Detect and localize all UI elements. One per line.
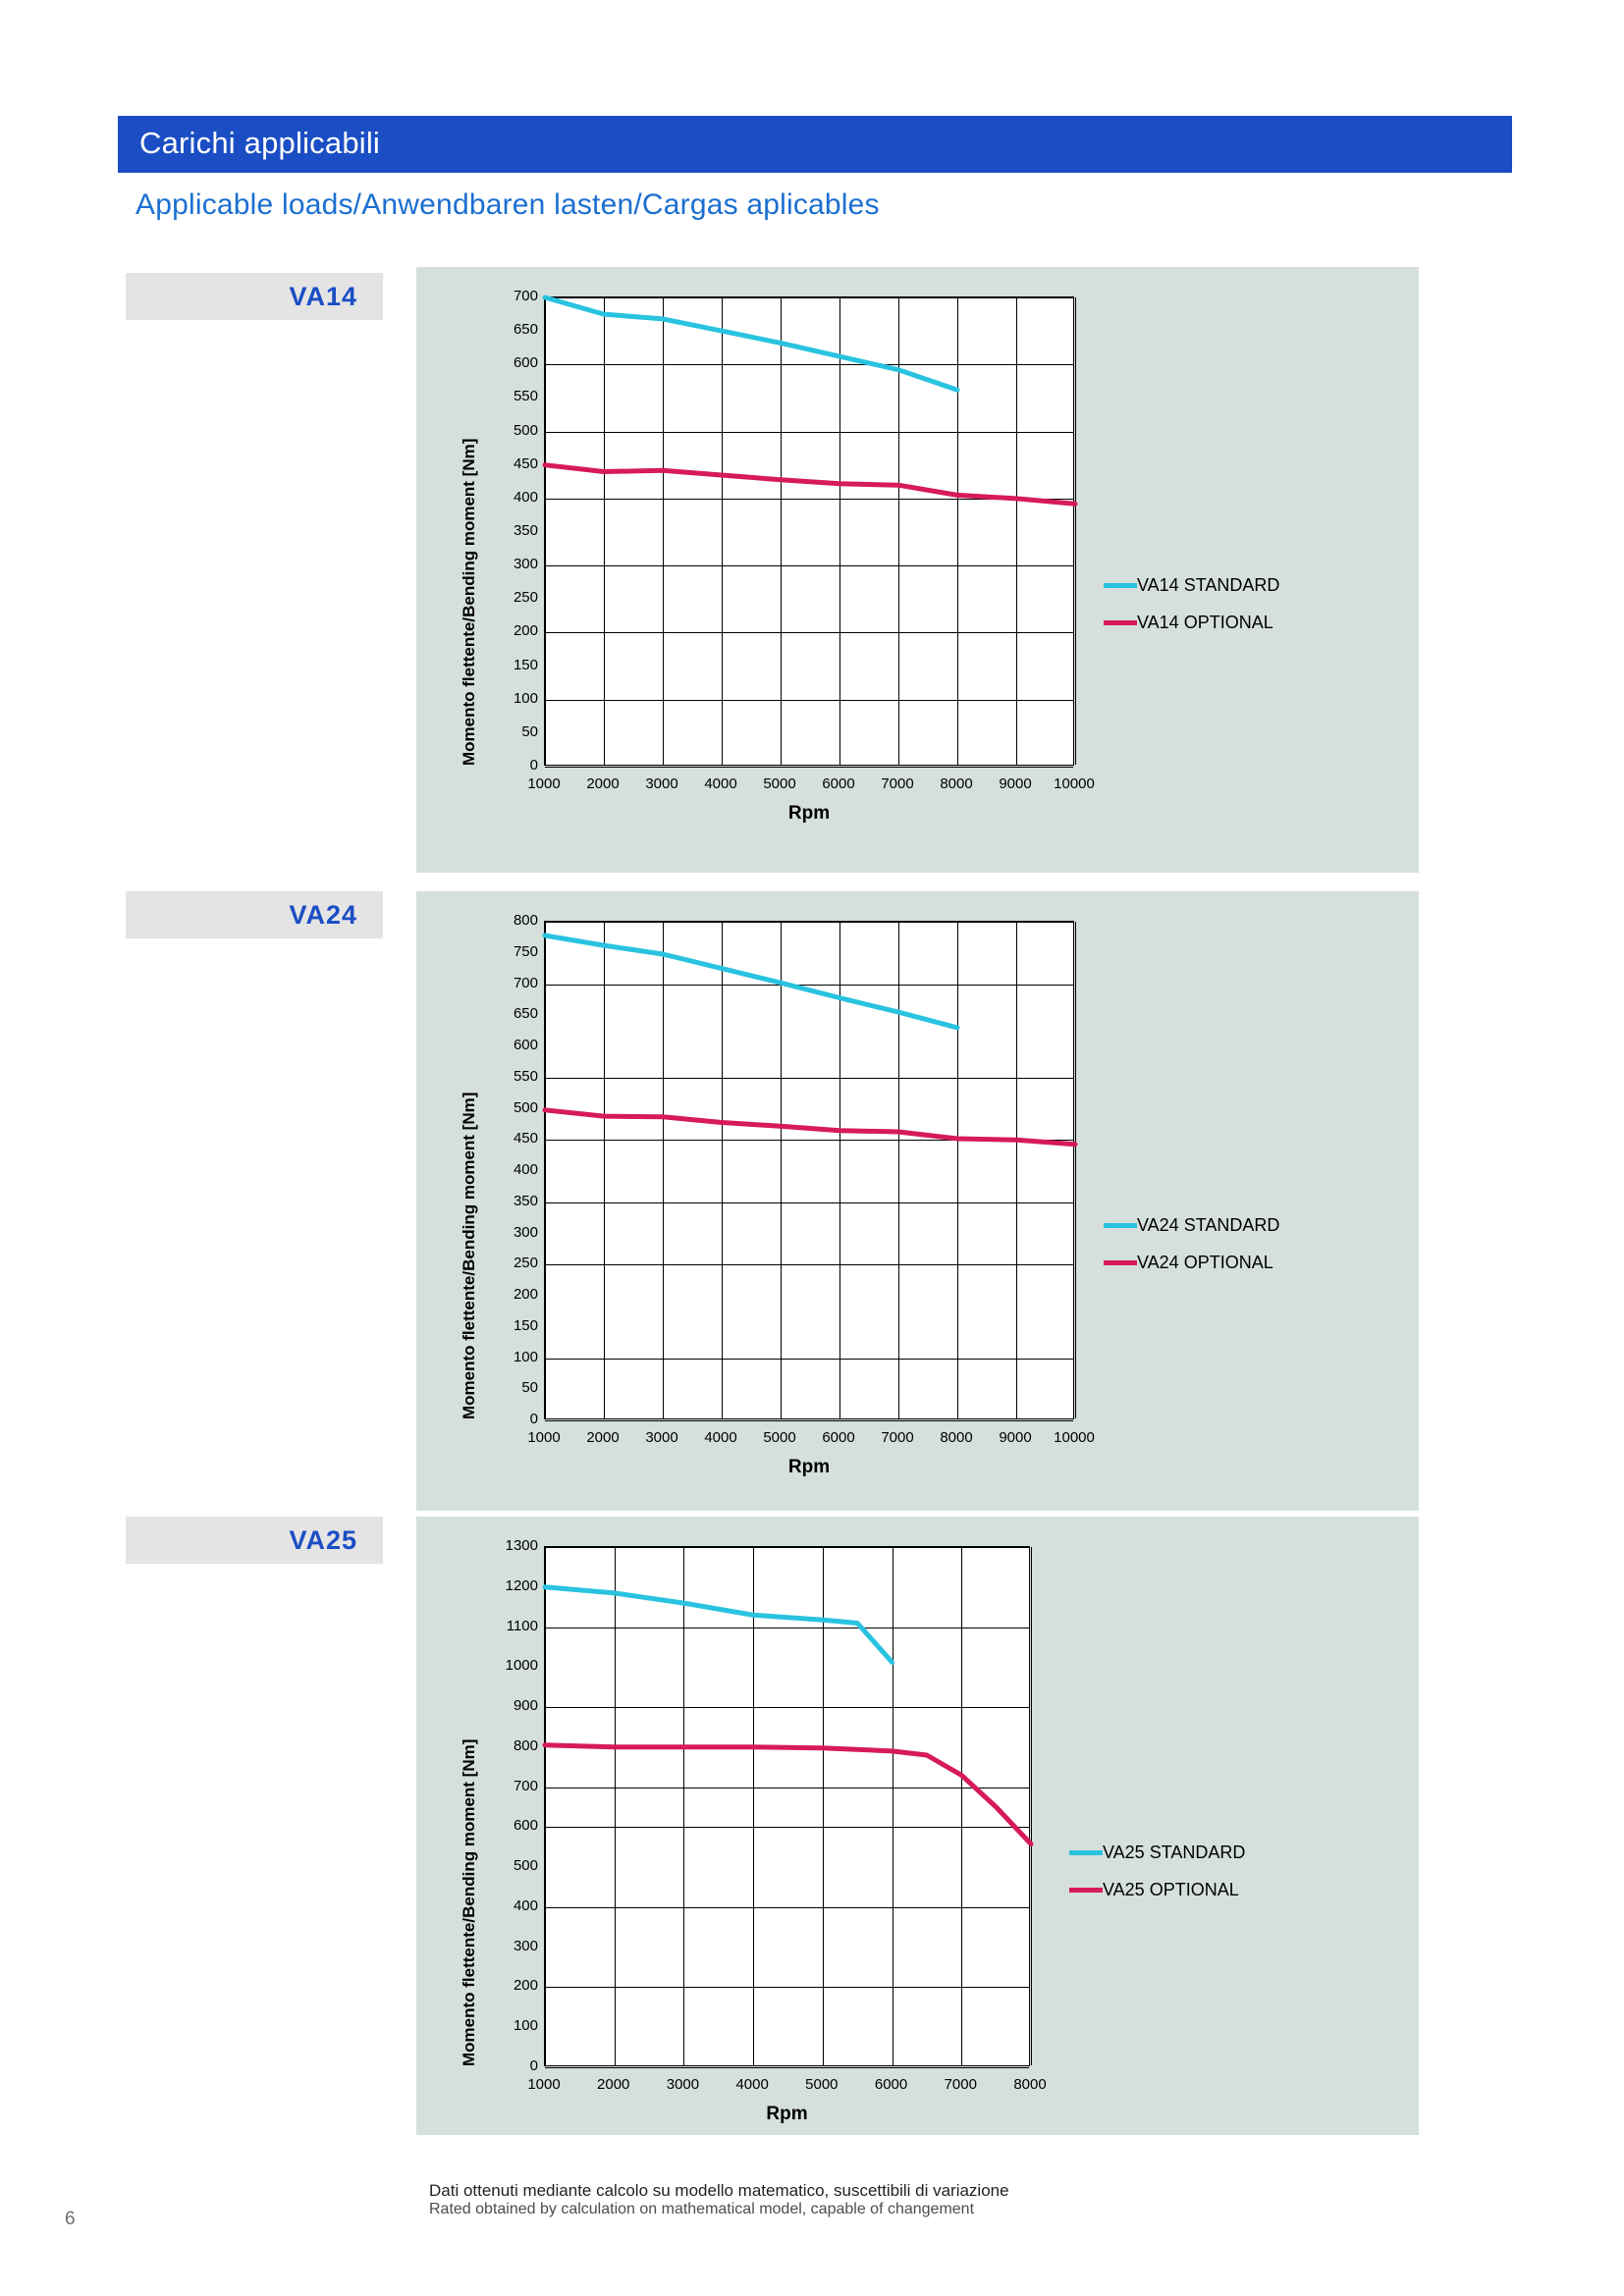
y-axis-tick-label: 600 xyxy=(513,1037,538,1053)
y-axis-tick-label: 800 xyxy=(513,912,538,929)
x-axis-tick-label: 8000 xyxy=(940,775,973,792)
legend-swatch xyxy=(1069,1850,1103,1855)
plot-area xyxy=(544,296,1074,766)
x-axis-tick-label: 5000 xyxy=(805,2076,839,2093)
y-axis-tick-label: 200 xyxy=(513,622,538,640)
data-series-line xyxy=(545,1110,1075,1145)
legend-swatch xyxy=(1104,620,1137,625)
gridline-vertical xyxy=(1075,922,1076,1418)
x-axis-tick-label: 9000 xyxy=(999,775,1032,792)
x-axis-tick-label: 2000 xyxy=(597,2076,630,2093)
y-axis-tick-label: 650 xyxy=(513,1005,538,1023)
y-axis-tick-label: 100 xyxy=(513,2017,538,2035)
y-axis-tick-label: 550 xyxy=(513,388,538,405)
x-axis-tick-label: 5000 xyxy=(763,775,796,792)
x-axis-tick-label: 10000 xyxy=(1054,775,1095,792)
plot-area xyxy=(544,1546,1030,2066)
x-axis-tick-label: 1000 xyxy=(527,1429,561,1446)
page-subtitle: Applicable loads/Anwendbaren lasten/Cargas aplicables xyxy=(135,188,880,221)
y-axis-tick-label: 1300 xyxy=(505,1537,538,1554)
y-axis-tick-label: 1100 xyxy=(506,1617,538,1634)
chart-panel-va25 xyxy=(416,1517,1419,2135)
x-axis-tick-label: 10000 xyxy=(1054,1429,1095,1446)
page-title: Carichi applicabili xyxy=(139,126,381,160)
x-axis-tick-label: 1000 xyxy=(527,775,561,792)
data-series-line xyxy=(545,465,1075,505)
x-axis-tick-label: 2000 xyxy=(586,775,620,792)
x-axis-tick-label: 9000 xyxy=(999,1429,1032,1446)
y-axis-tick-label: 0 xyxy=(529,757,538,774)
y-axis-title: Momento flettente/Bending moment [Nm] xyxy=(460,1092,478,1419)
y-axis-tick-label: 500 xyxy=(513,421,538,439)
model-tag-va24: VA24 xyxy=(126,891,383,938)
data-series-line xyxy=(545,1587,893,1663)
y-axis-tick-label: 50 xyxy=(521,1379,538,1397)
y-axis-tick-label: 600 xyxy=(513,354,538,372)
y-axis-tick-label: 650 xyxy=(513,321,538,339)
gridline-horizontal xyxy=(545,2067,1029,2068)
legend-label: VA24 OPTIONAL xyxy=(1137,1253,1273,1272)
y-axis-tick-label: 50 xyxy=(521,722,538,740)
gridline-vertical xyxy=(1031,1547,1032,2065)
y-axis-tick-label: 300 xyxy=(513,1937,538,1954)
y-axis-tick-label: 1000 xyxy=(505,1657,538,1675)
legend-swatch xyxy=(1104,1223,1137,1228)
y-axis-title: Momento flettente/Bending moment [Nm] xyxy=(460,438,478,766)
y-axis-tick-label: 900 xyxy=(513,1697,538,1715)
x-axis-tick-label: 4000 xyxy=(704,775,737,792)
legend-label: VA24 STANDARD xyxy=(1137,1215,1280,1235)
data-series-line xyxy=(545,1745,1031,1844)
legend-swatch xyxy=(1104,1260,1137,1265)
legend-swatch xyxy=(1104,583,1137,588)
x-axis-tick-label: 8000 xyxy=(940,1429,973,1446)
y-axis-tick-label: 550 xyxy=(513,1067,538,1085)
x-axis-tick-label: 3000 xyxy=(645,775,678,792)
x-axis-tick-label: 1000 xyxy=(527,2076,561,2093)
y-axis-tick-label: 700 xyxy=(513,1777,538,1794)
y-axis-tick-label: 400 xyxy=(513,1896,538,1914)
x-axis-title: Rpm xyxy=(766,2104,808,2124)
data-series-line xyxy=(545,297,957,390)
gridline-horizontal xyxy=(545,1420,1073,1421)
legend-label: VA25 STANDARD xyxy=(1103,1842,1246,1862)
model-tag-va14: VA14 xyxy=(126,273,383,320)
x-axis-tick-label: 8000 xyxy=(1013,2076,1047,2093)
legend-label: VA14 OPTIONAL xyxy=(1137,613,1273,632)
x-axis-tick-label: 5000 xyxy=(763,1429,796,1446)
x-axis-tick-label: 3000 xyxy=(666,2076,700,2093)
y-axis-tick-label: 600 xyxy=(513,1817,538,1835)
series-layer xyxy=(545,922,1075,1420)
y-axis-tick-label: 700 xyxy=(513,974,538,991)
y-axis-tick-label: 750 xyxy=(513,942,538,960)
y-axis-tick-label: 0 xyxy=(529,1411,538,1427)
y-axis-tick-label: 0 xyxy=(529,2057,538,2074)
y-axis-tick-label: 250 xyxy=(513,1255,538,1272)
x-axis-tick-label: 6000 xyxy=(822,775,855,792)
y-axis-tick-label: 100 xyxy=(513,1348,538,1365)
y-axis-tick-label: 500 xyxy=(513,1098,538,1116)
x-axis-tick-label: 4000 xyxy=(735,2076,769,2093)
y-axis-tick-label: 200 xyxy=(513,1286,538,1303)
y-axis-tick-label: 500 xyxy=(513,1857,538,1875)
x-axis-tick-label: 2000 xyxy=(586,1429,620,1446)
footnote-line-it: Dati ottenuti mediante calcolo su modello matematico, suscettibili di variazione xyxy=(429,2181,1009,2200)
page-number: 6 xyxy=(65,2209,76,2229)
y-axis-tick-label: 300 xyxy=(513,556,538,573)
x-axis-tick-label: 7000 xyxy=(881,1429,914,1446)
gridline-vertical xyxy=(1075,297,1076,765)
gridline-horizontal xyxy=(545,767,1073,768)
series-layer xyxy=(545,297,1075,767)
y-axis-tick-label: 350 xyxy=(513,1192,538,1209)
y-axis-tick-label: 400 xyxy=(513,488,538,506)
y-axis-title: Momento flettente/Bending moment [Nm] xyxy=(460,1738,478,2066)
y-axis-tick-label: 700 xyxy=(513,288,538,304)
y-axis-tick-label: 1200 xyxy=(505,1576,538,1594)
y-axis-tick-label: 400 xyxy=(513,1161,538,1178)
chart-panel-va24 xyxy=(416,891,1419,1511)
y-axis-tick-label: 250 xyxy=(513,589,538,607)
y-axis-tick-label: 300 xyxy=(513,1223,538,1241)
legend-label: VA14 STANDARD xyxy=(1137,575,1280,595)
section-header-bar xyxy=(118,116,1512,173)
legend-label: VA25 OPTIONAL xyxy=(1103,1880,1239,1899)
y-axis-tick-label: 450 xyxy=(513,454,538,472)
footnote xyxy=(429,2181,1009,2218)
x-axis-tick-label: 6000 xyxy=(874,2076,908,2093)
footnote-line-en: Rated obtained by calculation on mathematical model, capable of changement xyxy=(429,2201,975,2217)
y-axis-tick-label: 800 xyxy=(513,1736,538,1754)
series-layer xyxy=(545,1547,1031,2067)
y-axis-tick-label: 150 xyxy=(513,656,538,673)
x-axis-tick-label: 6000 xyxy=(822,1429,855,1446)
y-axis-tick-label: 450 xyxy=(513,1130,538,1148)
y-axis-tick-label: 100 xyxy=(513,689,538,707)
y-axis-tick-label: 350 xyxy=(513,522,538,539)
plot-area xyxy=(544,921,1074,1419)
x-axis-tick-label: 7000 xyxy=(881,775,914,792)
chart-panel-va14 xyxy=(416,267,1419,873)
x-axis-tick-label: 4000 xyxy=(704,1429,737,1446)
x-axis-tick-label: 7000 xyxy=(944,2076,977,2093)
x-axis-tick-label: 3000 xyxy=(645,1429,678,1446)
y-axis-tick-label: 200 xyxy=(513,1977,538,1995)
x-axis-title: Rpm xyxy=(787,1457,831,1477)
y-axis-tick-label: 150 xyxy=(513,1316,538,1334)
x-axis-title: Rpm xyxy=(787,803,831,824)
data-series-line xyxy=(545,935,957,1028)
model-tag-va25: VA25 xyxy=(126,1517,383,1564)
legend-swatch xyxy=(1069,1888,1103,1893)
